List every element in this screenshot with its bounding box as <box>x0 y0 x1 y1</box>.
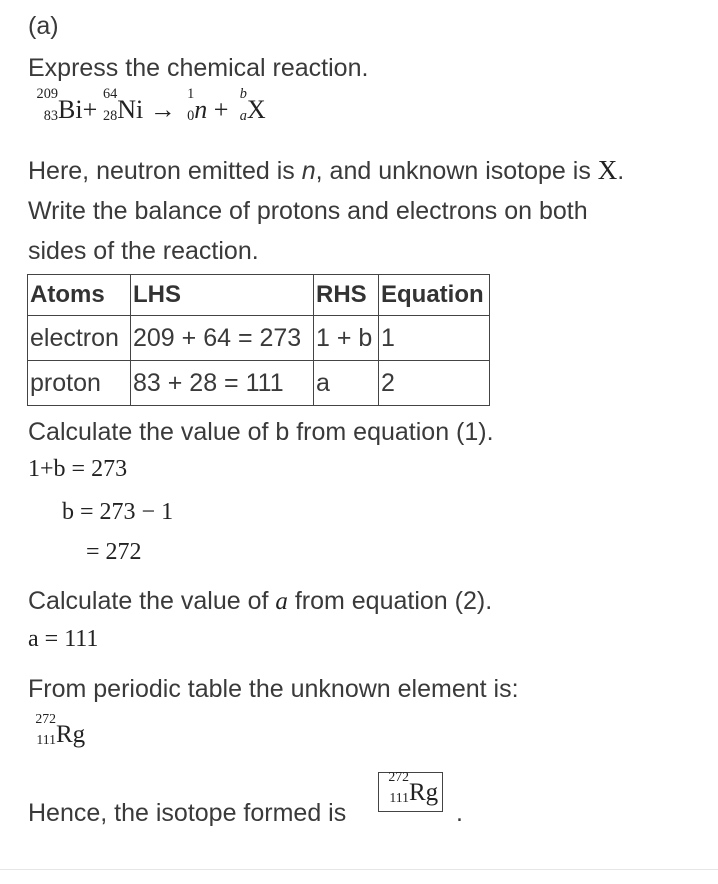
reaction-equation: 209 83 Bi+ 64 28 Ni → 1 0 n + b a X <box>28 92 266 125</box>
table-cell: electron <box>28 316 131 361</box>
balance-line-2: sides of the reaction. <box>28 237 259 265</box>
header-equation: Equation <box>379 275 490 316</box>
here-sentence: Here, neutron emitted is n, and unknown isotope is X. <box>28 155 625 185</box>
neutron-nuclide: 1 0 n <box>187 86 208 124</box>
header-rhs: RHS <box>314 275 379 316</box>
conclusion-text: Hence, the isotope formed is <box>28 799 347 827</box>
table-cell: 1 <box>379 316 490 361</box>
table-header-row <box>28 275 490 316</box>
nickel-nuclide: 64 28 Ni <box>102 86 144 124</box>
table-row <box>28 361 490 406</box>
table-cell: 1 + b <box>314 316 379 361</box>
equation-b-line3: = 272 <box>86 539 142 565</box>
header-lhs: LHS <box>131 275 314 316</box>
equation-a: a = 111 <box>28 626 99 652</box>
table-cell: 2 <box>379 361 490 406</box>
reaction-arrow: → <box>149 95 176 124</box>
answer-box: 272 111 Rg <box>378 772 443 812</box>
calc-a-sentence: Calculate the value of a from equation (2). <box>28 587 493 615</box>
conclusion-period: . <box>456 799 463 827</box>
table-cell: 209 + 64 = 273 <box>131 316 314 361</box>
bismuth-nuclide: 209 83 Bi <box>36 86 83 124</box>
bottom-divider <box>0 869 718 870</box>
table-cell: 83 + 28 = 111 <box>131 361 314 406</box>
table-cell: a <box>314 361 379 406</box>
header-atoms: Atoms <box>28 275 131 316</box>
equation-b-line2: b = 273 − 1 <box>62 499 174 525</box>
balance-line-1: Write the balance of protons and electrons on both <box>28 197 588 225</box>
table-row <box>28 316 490 361</box>
part-label: (a) <box>28 12 59 40</box>
table-cell: proton <box>28 361 131 406</box>
balance-table <box>27 274 490 406</box>
calc-b-text: Calculate the value of b from equation (1). <box>28 418 494 446</box>
element-rg: 272 111 Rg <box>35 711 86 748</box>
periodic-text: From periodic table the unknown element is: <box>28 675 519 703</box>
equation-b-line1: 1+b = 273 <box>28 456 128 482</box>
unknown-nuclide: b a X <box>239 86 266 124</box>
step-express-text: Express the chemical reaction. <box>28 54 369 82</box>
